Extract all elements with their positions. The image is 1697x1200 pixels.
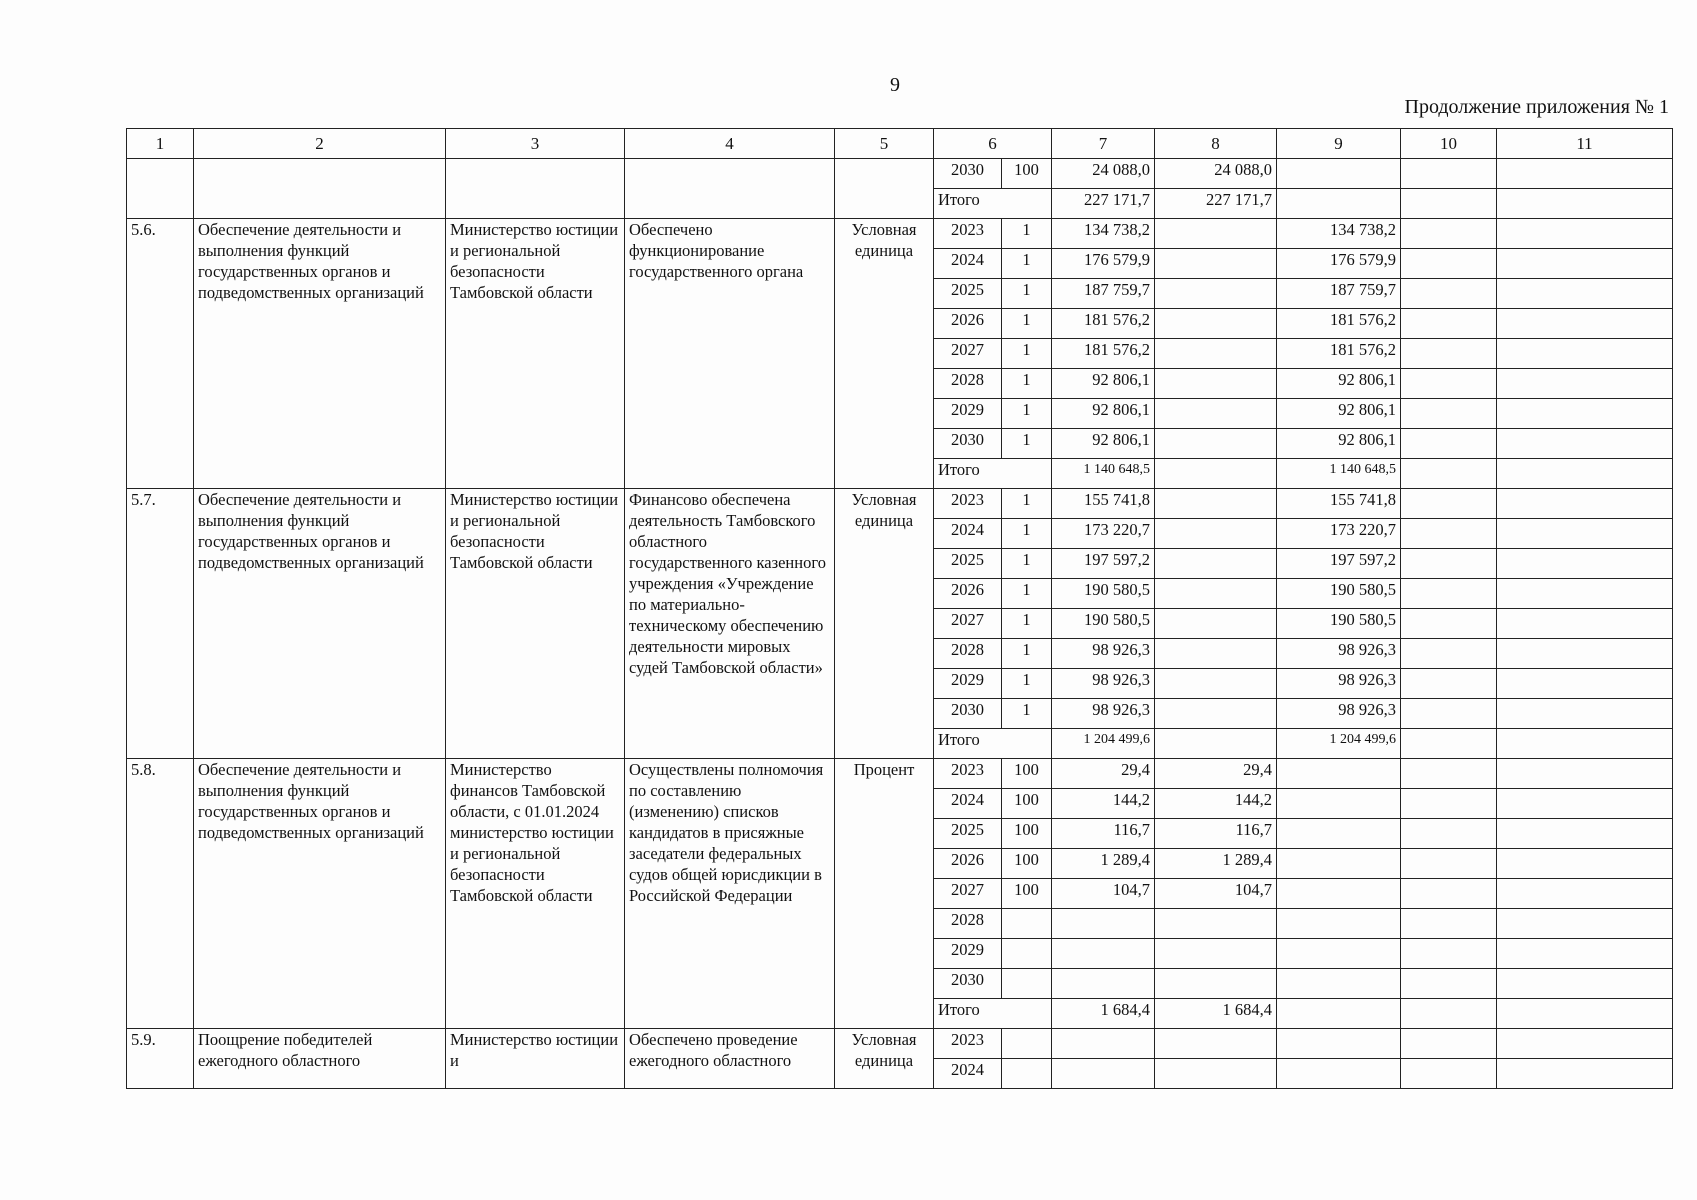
- col8-value: [1155, 549, 1277, 579]
- col10-value: [1401, 1029, 1497, 1059]
- row-index: 5.7.: [127, 489, 194, 759]
- year-cell: 2029: [934, 939, 1002, 969]
- col10-value: [1401, 969, 1497, 999]
- col8-value: 227 171,7: [1155, 189, 1277, 219]
- col8-value: [1155, 429, 1277, 459]
- col8-value: [1155, 609, 1277, 639]
- year-cell: 2023: [934, 219, 1002, 249]
- col7-value: 181 576,2: [1052, 309, 1155, 339]
- col11-value: [1497, 879, 1673, 909]
- year-cell: 2026: [934, 579, 1002, 609]
- col10-value: [1401, 639, 1497, 669]
- col11-value: [1497, 1029, 1673, 1059]
- col7-value: 190 580,5: [1052, 609, 1155, 639]
- header-cell: 4: [625, 129, 835, 159]
- col9-value: 1 140 648,5: [1277, 459, 1401, 489]
- col11-value: [1497, 429, 1673, 459]
- result-description: Финансово обеспечена деятельность Тамбовского областного государственного казенного учреждения «Учреждение по материально-техническому обеспечению деятельности мировых судей Тамбовской области»: [625, 489, 835, 759]
- result-description: Обеспечено функционирование государственного органа: [625, 219, 835, 489]
- col8-value: 1 684,4: [1155, 999, 1277, 1029]
- col8-value: [1155, 1059, 1277, 1089]
- indicator-value: [1002, 939, 1052, 969]
- indicator-value: 1: [1002, 429, 1052, 459]
- col11-value: [1497, 699, 1673, 729]
- header-cell: 2: [194, 129, 446, 159]
- col9-value: 190 580,5: [1277, 579, 1401, 609]
- col7-value: 24 088,0: [1052, 159, 1155, 189]
- table-row: [127, 489, 1673, 519]
- col11-value: [1497, 1059, 1673, 1089]
- indicator-value: 100: [1002, 819, 1052, 849]
- col11-value: [1497, 309, 1673, 339]
- col9-value: [1277, 969, 1401, 999]
- col7-value: 92 806,1: [1052, 369, 1155, 399]
- col9-value: 190 580,5: [1277, 609, 1401, 639]
- col7-value: 98 926,3: [1052, 699, 1155, 729]
- indicator-value: 1: [1002, 249, 1052, 279]
- year-cell: 2029: [934, 399, 1002, 429]
- col9-value: [1277, 1059, 1401, 1089]
- col10-value: [1401, 309, 1497, 339]
- col11-value: [1497, 969, 1673, 999]
- indicator-value: 1: [1002, 309, 1052, 339]
- col8-value: [1155, 309, 1277, 339]
- col11-value: [1497, 579, 1673, 609]
- year-cell: 2028: [934, 639, 1002, 669]
- col7-value: 98 926,3: [1052, 639, 1155, 669]
- indicator-value: 1: [1002, 489, 1052, 519]
- col7-value: 29,4: [1052, 759, 1155, 789]
- col7-value: [1052, 939, 1155, 969]
- col11-value: [1497, 759, 1673, 789]
- col9-value: [1277, 849, 1401, 879]
- col7-value: 1 684,4: [1052, 999, 1155, 1029]
- year-cell: 2026: [934, 849, 1002, 879]
- unit-of-measure: Условная единица: [835, 219, 934, 489]
- header-cell: 11: [1497, 129, 1673, 159]
- table-row: [127, 1029, 1673, 1059]
- indicator-value: [1002, 969, 1052, 999]
- row-index: 5.8.: [127, 759, 194, 1029]
- executor-name: Министерство юстиции и региональной безопасности Тамбовской области: [446, 489, 625, 759]
- col8-value: [1155, 969, 1277, 999]
- col10-value: [1401, 579, 1497, 609]
- col11-value: [1497, 249, 1673, 279]
- col7-value: 98 926,3: [1052, 669, 1155, 699]
- col8-value: [1155, 1029, 1277, 1059]
- col8-value: [1155, 909, 1277, 939]
- result-description: Обеспечено проведение ежегодного областного: [625, 1029, 835, 1089]
- col7-value: 176 579,9: [1052, 249, 1155, 279]
- col8-value: [1155, 399, 1277, 429]
- col11-value: [1497, 339, 1673, 369]
- col11-value: [1497, 459, 1673, 489]
- col11-value: [1497, 399, 1673, 429]
- col10-value: [1401, 339, 1497, 369]
- col10-value: [1401, 849, 1497, 879]
- col7-value: [1052, 1059, 1155, 1089]
- indicator-value: [1002, 909, 1052, 939]
- carry-cell: [194, 159, 446, 219]
- col9-value: [1277, 939, 1401, 969]
- header-row: [127, 129, 1673, 159]
- indicator-value: 1: [1002, 219, 1052, 249]
- col10-value: [1401, 549, 1497, 579]
- col9-value: [1277, 999, 1401, 1029]
- indicator-value: 1: [1002, 669, 1052, 699]
- col10-value: [1401, 729, 1497, 759]
- col11-value: [1497, 639, 1673, 669]
- header-cell: 5: [835, 129, 934, 159]
- program-table: [126, 128, 1673, 1089]
- row-index: 5.9.: [127, 1029, 194, 1089]
- year-cell: 2026: [934, 309, 1002, 339]
- col11-value: [1497, 609, 1673, 639]
- col8-value: [1155, 489, 1277, 519]
- year-cell: 2027: [934, 609, 1002, 639]
- col10-value: [1401, 759, 1497, 789]
- col8-value: [1155, 669, 1277, 699]
- col9-value: 197 597,2: [1277, 549, 1401, 579]
- year-cell: 2030: [934, 699, 1002, 729]
- col9-value: [1277, 759, 1401, 789]
- col10-value: [1401, 939, 1497, 969]
- col10-value: [1401, 909, 1497, 939]
- page-number: 9: [890, 74, 900, 96]
- carry-cell: [625, 159, 835, 219]
- col11-value: [1497, 849, 1673, 879]
- col7-value: 197 597,2: [1052, 549, 1155, 579]
- indicator-value: 1: [1002, 579, 1052, 609]
- col7-value: [1052, 969, 1155, 999]
- header-cell: 9: [1277, 129, 1401, 159]
- col9-value: [1277, 159, 1401, 189]
- col8-value: [1155, 219, 1277, 249]
- indicator-value: 1: [1002, 339, 1052, 369]
- col10-value: [1401, 609, 1497, 639]
- year-cell: 2030: [934, 429, 1002, 459]
- indicator-value: [1002, 1029, 1052, 1059]
- col9-value: 92 806,1: [1277, 369, 1401, 399]
- header-cell: 3: [446, 129, 625, 159]
- col7-value: 227 171,7: [1052, 189, 1155, 219]
- col8-value: [1155, 279, 1277, 309]
- indicator-value: 100: [1002, 789, 1052, 819]
- col11-value: [1497, 369, 1673, 399]
- col11-value: [1497, 159, 1673, 189]
- indicator-value: 1: [1002, 699, 1052, 729]
- year-cell: 2027: [934, 879, 1002, 909]
- header-cell: 7: [1052, 129, 1155, 159]
- measure-name: Обеспечение деятельности и выполнения функций государственных органов и подведомственных организаций: [194, 489, 446, 759]
- col10-value: [1401, 399, 1497, 429]
- col9-value: [1277, 189, 1401, 219]
- col8-value: [1155, 459, 1277, 489]
- col9-value: 181 576,2: [1277, 339, 1401, 369]
- col10-value: [1401, 669, 1497, 699]
- col9-value: 155 741,8: [1277, 489, 1401, 519]
- total-label: Итого: [934, 999, 1052, 1029]
- year-cell: 2028: [934, 909, 1002, 939]
- table-body: [127, 159, 1673, 1089]
- col7-value: 187 759,7: [1052, 279, 1155, 309]
- col7-value: 190 580,5: [1052, 579, 1155, 609]
- col9-value: [1277, 789, 1401, 819]
- indicator-value: 1: [1002, 369, 1052, 399]
- col9-value: 98 926,3: [1277, 669, 1401, 699]
- col8-value: 116,7: [1155, 819, 1277, 849]
- carry-cell: [835, 159, 934, 219]
- col9-value: [1277, 909, 1401, 939]
- col10-value: [1401, 699, 1497, 729]
- result-description: Осуществлены полномочия по составлению (изменению) списков кандидатов в присяжные заседатели федеральных судов общей юрисдикции в Российской Федерации: [625, 759, 835, 1029]
- col10-value: [1401, 789, 1497, 819]
- col8-value: 1 289,4: [1155, 849, 1277, 879]
- indicator-value: 1: [1002, 399, 1052, 429]
- year-cell: 2024: [934, 1059, 1002, 1089]
- col7-value: 116,7: [1052, 819, 1155, 849]
- col8-value: [1155, 339, 1277, 369]
- indicator-value: [1002, 1059, 1052, 1089]
- col8-value: 29,4: [1155, 759, 1277, 789]
- year-cell: 2024: [934, 519, 1002, 549]
- col8-value: [1155, 699, 1277, 729]
- col10-value: [1401, 519, 1497, 549]
- col9-value: 187 759,7: [1277, 279, 1401, 309]
- col11-value: [1497, 669, 1673, 699]
- col9-value: 1 204 499,6: [1277, 729, 1401, 759]
- col9-value: 173 220,7: [1277, 519, 1401, 549]
- col11-value: [1497, 729, 1673, 759]
- col10-value: [1401, 459, 1497, 489]
- col7-value: [1052, 909, 1155, 939]
- carry-cell: [127, 159, 194, 219]
- col7-value: 134 738,2: [1052, 219, 1155, 249]
- indicator-value: 1: [1002, 519, 1052, 549]
- year-cell: 2030: [934, 969, 1002, 999]
- year-cell: 2023: [934, 759, 1002, 789]
- col10-value: [1401, 999, 1497, 1029]
- indicator-value: 1: [1002, 279, 1052, 309]
- col8-value: [1155, 639, 1277, 669]
- col9-value: [1277, 1029, 1401, 1059]
- year-cell: 2027: [934, 339, 1002, 369]
- col8-value: [1155, 939, 1277, 969]
- unit-of-measure: Процент: [835, 759, 934, 1029]
- col11-value: [1497, 819, 1673, 849]
- total-label: Итого: [934, 189, 1052, 219]
- col10-value: [1401, 1059, 1497, 1089]
- total-label: Итого: [934, 459, 1052, 489]
- col7-value: 92 806,1: [1052, 399, 1155, 429]
- col11-value: [1497, 489, 1673, 519]
- col9-value: 98 926,3: [1277, 699, 1401, 729]
- year-cell: 2025: [934, 279, 1002, 309]
- col8-value: 144,2: [1155, 789, 1277, 819]
- col11-value: [1497, 549, 1673, 579]
- col7-value: 173 220,7: [1052, 519, 1155, 549]
- executor-name: Министерство финансов Тамбовской области, с 01.01.2024 министерство юстиции и региональной безопасности Тамбовской области: [446, 759, 625, 1029]
- measure-name: Обеспечение деятельности и выполнения функций государственных органов и подведомственных организаций: [194, 759, 446, 1029]
- col8-value: [1155, 369, 1277, 399]
- header-cell: 6: [934, 129, 1052, 159]
- col10-value: [1401, 819, 1497, 849]
- table-row: [127, 159, 1673, 189]
- col10-value: [1401, 279, 1497, 309]
- col11-value: [1497, 189, 1673, 219]
- col11-value: [1497, 219, 1673, 249]
- indicator-value: 100: [1002, 879, 1052, 909]
- col11-value: [1497, 999, 1673, 1029]
- continuation-label: Продолжение приложения № 1: [1404, 96, 1669, 118]
- col10-value: [1401, 219, 1497, 249]
- executor-name: Министерство юстиции и региональной безопасности Тамбовской области: [446, 219, 625, 489]
- col11-value: [1497, 519, 1673, 549]
- year-cell: 2030: [934, 159, 1002, 189]
- col11-value: [1497, 909, 1673, 939]
- col9-value: 181 576,2: [1277, 309, 1401, 339]
- col10-value: [1401, 879, 1497, 909]
- indicator-value: 100: [1002, 159, 1052, 189]
- table-row: [127, 759, 1673, 789]
- col7-value: 1 289,4: [1052, 849, 1155, 879]
- col7-value: 1 204 499,6: [1052, 729, 1155, 759]
- year-cell: 2028: [934, 369, 1002, 399]
- col9-value: 176 579,9: [1277, 249, 1401, 279]
- col10-value: [1401, 429, 1497, 459]
- col8-value: [1155, 729, 1277, 759]
- col7-value: 104,7: [1052, 879, 1155, 909]
- indicator-value: 1: [1002, 549, 1052, 579]
- col11-value: [1497, 939, 1673, 969]
- col8-value: [1155, 249, 1277, 279]
- measure-name: Обеспечение деятельности и выполнения функций государственных органов и подведомственных организаций: [194, 219, 446, 489]
- indicator-value: 1: [1002, 609, 1052, 639]
- unit-of-measure: Условная единица: [835, 489, 934, 759]
- year-cell: 2029: [934, 669, 1002, 699]
- col7-value: 144,2: [1052, 789, 1155, 819]
- header-cell: 1: [127, 129, 194, 159]
- col9-value: [1277, 879, 1401, 909]
- col8-value: [1155, 579, 1277, 609]
- col7-value: 1 140 648,5: [1052, 459, 1155, 489]
- year-cell: 2025: [934, 549, 1002, 579]
- indicator-value: 1: [1002, 639, 1052, 669]
- col7-value: 92 806,1: [1052, 429, 1155, 459]
- measure-name: Поощрение победителей ежегодного областного: [194, 1029, 446, 1089]
- col10-value: [1401, 369, 1497, 399]
- year-cell: 2025: [934, 819, 1002, 849]
- col8-value: 104,7: [1155, 879, 1277, 909]
- unit-of-measure: Условная единица: [835, 1029, 934, 1089]
- col9-value: 98 926,3: [1277, 639, 1401, 669]
- col7-value: [1052, 1029, 1155, 1059]
- year-cell: 2023: [934, 1029, 1002, 1059]
- col11-value: [1497, 279, 1673, 309]
- total-label: Итого: [934, 729, 1052, 759]
- col8-value: [1155, 519, 1277, 549]
- col9-value: 92 806,1: [1277, 429, 1401, 459]
- col9-value: 134 738,2: [1277, 219, 1401, 249]
- col11-value: [1497, 789, 1673, 819]
- col10-value: [1401, 489, 1497, 519]
- col8-value: 24 088,0: [1155, 159, 1277, 189]
- table-row: [127, 219, 1673, 249]
- col7-value: 155 741,8: [1052, 489, 1155, 519]
- col10-value: [1401, 159, 1497, 189]
- header-cell: 10: [1401, 129, 1497, 159]
- indicator-value: 100: [1002, 759, 1052, 789]
- executor-name: Министерство юстиции и: [446, 1029, 625, 1089]
- row-index: 5.6.: [127, 219, 194, 489]
- indicator-value: 100: [1002, 849, 1052, 879]
- col9-value: 92 806,1: [1277, 399, 1401, 429]
- col7-value: 181 576,2: [1052, 339, 1155, 369]
- year-cell: 2023: [934, 489, 1002, 519]
- col10-value: [1401, 249, 1497, 279]
- col10-value: [1401, 189, 1497, 219]
- year-cell: 2024: [934, 249, 1002, 279]
- header-cell: 8: [1155, 129, 1277, 159]
- carry-cell: [446, 159, 625, 219]
- col9-value: [1277, 819, 1401, 849]
- year-cell: 2024: [934, 789, 1002, 819]
